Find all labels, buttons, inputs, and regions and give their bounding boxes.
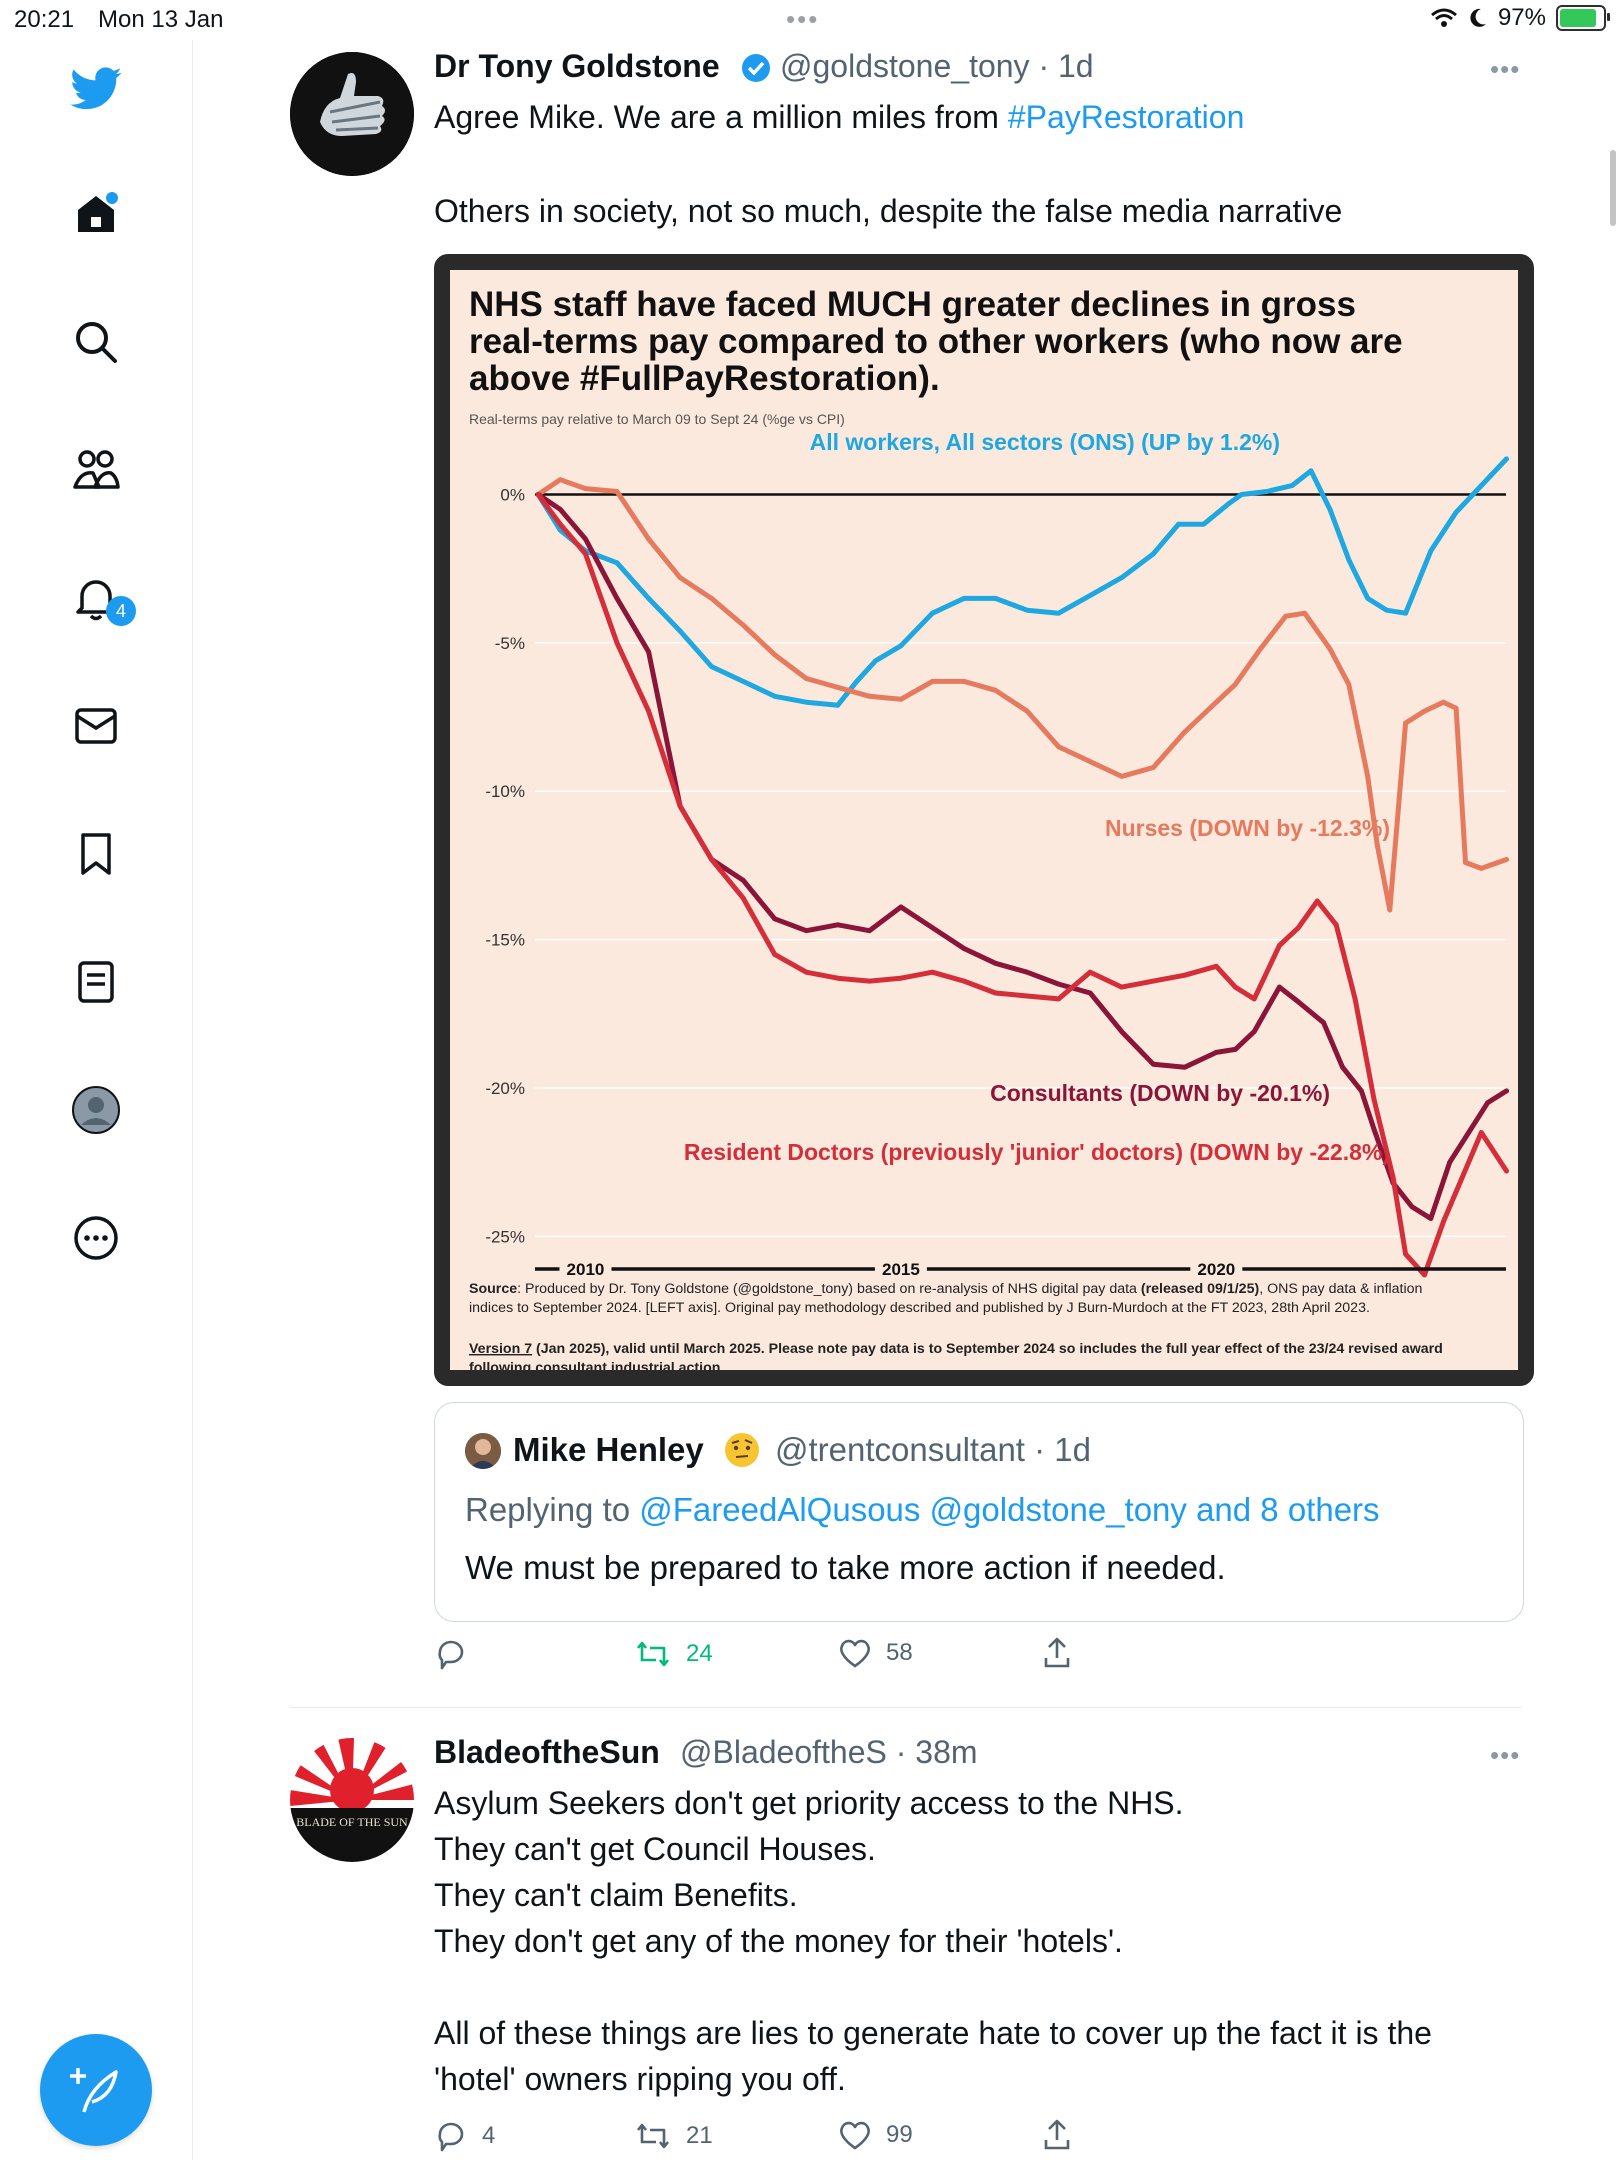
data-point [962, 979, 967, 984]
sidebar [0, 40, 193, 2160]
reply-button[interactable] [434, 1638, 482, 1670]
data-point [558, 507, 563, 512]
compose-tweet-button[interactable] [40, 2034, 152, 2146]
moon-icon [1468, 7, 1488, 29]
data-point [1422, 1273, 1427, 1278]
data-point [558, 477, 563, 482]
y-tick-label: -15% [485, 930, 525, 950]
author-handle[interactable]: @BladeoftheS · 38m [680, 1734, 978, 1770]
data-point [835, 922, 840, 927]
data-point [993, 961, 998, 966]
data-point [899, 697, 904, 702]
data-point [1327, 507, 1332, 512]
source-text-span: : Produced by Dr. Tony Goldstone (@goldstone_tony) based on re-analysis of NHS digital pay data [517, 1281, 1141, 1297]
data-point [1182, 729, 1187, 734]
data-point [867, 694, 872, 699]
retweet-count: 24 [686, 1640, 713, 1667]
data-point [1479, 483, 1484, 488]
data-point [1375, 842, 1380, 847]
data-point [1182, 973, 1187, 978]
data-point [709, 664, 714, 669]
data-point [1454, 510, 1459, 515]
data-point [646, 649, 651, 654]
data-point [1309, 468, 1314, 473]
data-point [1182, 1065, 1187, 1070]
quoted-author-name[interactable]: Mike Henley [513, 1431, 704, 1468]
lists-icon[interactable] [66, 952, 126, 1012]
data-point [1441, 700, 1446, 705]
retweet-button[interactable] [634, 2122, 713, 2150]
data-point [709, 596, 714, 601]
data-point [741, 896, 746, 901]
data-point [1372, 1127, 1377, 1132]
data-point [646, 709, 651, 714]
data-point [1479, 1130, 1484, 1135]
replying-to-link[interactable]: @FareedAlQusous @goldstone_tony and 8 others [639, 1491, 1380, 1528]
data-point [772, 916, 777, 921]
data-point [1025, 994, 1030, 999]
share-icon [1042, 1636, 1072, 1670]
avatar[interactable] [290, 1738, 414, 1862]
data-point [1290, 483, 1295, 488]
data-point [1252, 997, 1257, 1002]
retweet-count: 21 [686, 2122, 713, 2149]
data-point [854, 679, 859, 684]
version-text: (Jan 2025), valid until March 2025. Please note pay data is to September 2024 so includes the full year effect of the 23/24 revised award [532, 1341, 1443, 1357]
more-options-icon[interactable]: ••• [1490, 54, 1521, 84]
share-icon [1042, 2118, 1072, 2152]
retweet-icon [634, 1640, 672, 1668]
twitter-logo-icon[interactable] [66, 60, 126, 120]
avatar-text: BLADE OF THE SUN [296, 1815, 408, 1829]
series-label: Consultants (DOWN by -20.1%) [990, 1080, 1330, 1106]
data-point [1252, 1029, 1257, 1034]
status-right [1430, 4, 1606, 32]
data-point [741, 679, 746, 684]
raised-eyebrow-emoji-icon [725, 1433, 759, 1467]
data-point [1025, 709, 1030, 714]
data-point [1277, 943, 1282, 948]
quoted-avatar[interactable] [465, 1433, 501, 1469]
data-point [1359, 1089, 1364, 1094]
source-line-2: indices to September 2024. [LEFT axis]. Original pay methodology described and published by J Burn-Murdoch at the FT 2023, 28th April 2023. [469, 1300, 1370, 1316]
scrollbar[interactable] [1610, 150, 1616, 226]
data-point [1151, 979, 1156, 984]
data-point [804, 700, 809, 705]
data-point [741, 878, 746, 883]
series-line [538, 480, 1506, 910]
data-point [1056, 997, 1061, 1002]
data-point [930, 970, 935, 975]
data-point [615, 640, 620, 645]
data-point [804, 676, 809, 681]
data-point [772, 952, 777, 957]
series-line [538, 495, 1506, 1219]
source-text-span: , ONS pay data & inflation [1259, 1281, 1423, 1297]
home-icon[interactable] [66, 184, 126, 244]
data-point [1296, 1000, 1301, 1005]
avatar[interactable] [290, 52, 414, 176]
data-point [646, 596, 651, 601]
data-point [1504, 1169, 1509, 1174]
x-axis [535, 1259, 1506, 1279]
version-line-1 [469, 1341, 1443, 1357]
data-point [1056, 611, 1061, 616]
data-point [993, 596, 998, 601]
data-point [1340, 1065, 1345, 1070]
series-labels [684, 429, 1390, 1165]
more-icon[interactable] [66, 1208, 126, 1268]
chart [450, 270, 1518, 1370]
x-tick-label: 2010 [566, 1260, 605, 1280]
data-point [962, 679, 967, 684]
data-point [1201, 522, 1206, 527]
multitasking-dots-icon[interactable]: ••• [786, 4, 820, 34]
hashtag-link[interactable]: #PayRestoration [1007, 99, 1245, 135]
data-point [1460, 1175, 1465, 1180]
data-point [1025, 970, 1030, 975]
chart-title [469, 285, 1403, 398]
data-point [741, 623, 746, 628]
search-icon[interactable] [66, 312, 126, 372]
data-point [1233, 985, 1238, 990]
status-date: Mon 13 Jan [98, 6, 224, 33]
data-point [899, 976, 904, 981]
data-point [930, 925, 935, 930]
data-point [1428, 548, 1433, 553]
data-point [1365, 774, 1370, 779]
data-point [772, 694, 777, 699]
retweet-button[interactable] [634, 1640, 713, 1668]
retweet-icon [634, 2122, 672, 2150]
battery-icon [1556, 5, 1606, 31]
data-point [1233, 682, 1238, 687]
chart-title-line: NHS staff have faced MUCH greater declines in gross [469, 285, 1356, 324]
quoted-author-handle[interactable]: @trentconsultant · 1d [775, 1431, 1091, 1468]
data-point [1025, 608, 1030, 613]
data-point [678, 575, 683, 580]
status-time: 20:21 [14, 6, 75, 33]
messages-icon[interactable] [66, 696, 126, 756]
like-button[interactable] [838, 2120, 913, 2150]
data-point [1264, 489, 1269, 494]
data-point [962, 946, 967, 951]
more-options-icon[interactable]: ••• [1490, 1740, 1521, 1770]
data-point [1283, 614, 1288, 619]
y-axis-ticks [485, 486, 525, 1247]
chart-svg [450, 270, 1518, 1370]
reply-icon [434, 2120, 468, 2152]
version-label: Version 7 [469, 1341, 533, 1357]
profile-icon[interactable] [66, 1080, 126, 1140]
data-point [1214, 1050, 1219, 1055]
data-point [1466, 1130, 1471, 1135]
data-point [615, 596, 620, 601]
data-point [1372, 1097, 1377, 1102]
compose-tweet-icon [68, 2062, 124, 2118]
series-label: All workers, All sectors (ONS) (UP by 1.2%) [809, 429, 1280, 455]
author-name[interactable]: Dr Tony Goldstone [434, 48, 720, 84]
y-tick-label: -20% [485, 1078, 525, 1098]
data-point [1227, 501, 1232, 506]
replying-to-prefix: Replying to [465, 1491, 640, 1528]
data-point [583, 486, 588, 491]
data-point [1334, 922, 1339, 927]
replying-to [465, 1491, 1380, 1529]
data-point [1384, 608, 1389, 613]
data-point [1151, 551, 1156, 556]
data-point [1428, 1216, 1433, 1221]
data-point [835, 703, 840, 708]
data-point [835, 976, 840, 981]
data-point [678, 804, 683, 809]
data-point [867, 979, 872, 984]
data-point [1504, 457, 1509, 462]
series-label: Resident Doctors (previously 'junior' doctors) (DOWN by -22.8%) [683, 1139, 1390, 1165]
y-tick-label: -10% [485, 782, 525, 802]
data-point [1214, 964, 1219, 969]
data-point [1391, 1175, 1396, 1180]
data-point [1056, 744, 1061, 749]
data-point [930, 679, 935, 684]
data-point [1410, 1204, 1415, 1209]
data-point [1119, 1029, 1124, 1034]
like-count: 58 [886, 1639, 913, 1666]
wifi-icon [1430, 7, 1458, 29]
data-point [1403, 721, 1408, 726]
data-point [1321, 1020, 1326, 1025]
data-point [1088, 991, 1093, 996]
version-line-2: following consultant industrial action [469, 1360, 721, 1370]
data-point [993, 991, 998, 996]
communities-icon[interactable] [66, 440, 126, 500]
data-point [1214, 700, 1219, 705]
data-point [1403, 1252, 1408, 1257]
quoted-tweet-text: We must be prepared to take more action if needed. [465, 1549, 1226, 1586]
chart-subtitle: Real-terms pay relative to March 09 to Sept 24 (%ge vs CPI) [469, 411, 845, 427]
data-point [1479, 866, 1484, 871]
data-point [1239, 492, 1244, 497]
data-point [1463, 860, 1468, 865]
heart-icon [838, 2120, 872, 2150]
source-text-span: (released 09/1/25) [1140, 1281, 1260, 1297]
x-tick-label: 2020 [1197, 1260, 1236, 1280]
data-point [899, 905, 904, 910]
data-point [615, 560, 620, 565]
y-tick-label: 0% [500, 485, 525, 505]
share-button[interactable] [1042, 2118, 1072, 2152]
data-point [1258, 646, 1263, 651]
data-point [1346, 557, 1351, 562]
data-point [1441, 1219, 1446, 1224]
data-point [1454, 706, 1459, 711]
data-point [1151, 765, 1156, 770]
data-point [1056, 982, 1061, 987]
like-button[interactable] [838, 1638, 913, 1668]
data-point [930, 611, 935, 616]
data-point [867, 928, 872, 933]
quoted-tweet[interactable] [434, 1402, 1524, 1622]
data-point [1447, 1160, 1452, 1165]
data-point [709, 857, 714, 862]
data-point [993, 688, 998, 693]
data-point [1119, 575, 1124, 580]
share-button[interactable] [1042, 1636, 1072, 1670]
data-point [536, 492, 541, 497]
data-point [1422, 709, 1427, 714]
data-point [1296, 925, 1301, 930]
data-point [558, 522, 563, 527]
data-point [962, 596, 967, 601]
chart-title-line: real-terms pay compared to other workers (who now are [469, 322, 1403, 361]
tweet-image[interactable] [434, 254, 1534, 1386]
tweet-text-prefix: Agree Mike. We are a million miles from [434, 99, 1008, 135]
y-tick-label: -25% [485, 1227, 525, 1247]
data-point [1233, 1047, 1238, 1052]
reply-icon [434, 1638, 468, 1670]
data-point [1353, 997, 1358, 1002]
data-point [1151, 1062, 1156, 1067]
x-tick-label: 2015 [881, 1260, 920, 1280]
y-tick-label: -5% [494, 633, 525, 653]
data-point [1485, 1100, 1490, 1105]
author-name[interactable]: BladeoftheSun [434, 1734, 660, 1770]
data-point [1315, 899, 1320, 904]
data-point [899, 643, 904, 648]
series-label: Nurses (DOWN by -12.3%) [1104, 815, 1390, 841]
reply-button[interactable] [434, 2120, 495, 2152]
heart-icon [838, 1638, 872, 1668]
data-point [835, 685, 840, 690]
data-point [646, 537, 651, 542]
source-text-span: Source [469, 1281, 518, 1297]
data-point [1365, 596, 1370, 601]
data-point [583, 551, 588, 556]
like-count: 99 [886, 2121, 913, 2148]
verified-badge-icon [740, 52, 772, 84]
data-point [772, 652, 777, 657]
data-point [1346, 682, 1351, 687]
reply-count: 4 [482, 2122, 496, 2149]
status-bar [0, 0, 1620, 40]
data-point [1327, 646, 1332, 651]
chart-source-note [469, 1281, 1443, 1370]
data-point [1088, 593, 1093, 598]
data-point [678, 629, 683, 634]
battery-percent: 97% [1497, 4, 1546, 31]
data-point [804, 928, 809, 933]
data-point [1119, 774, 1124, 779]
tweet-text-line2: Others in society, not so much, despite the false media narrative [434, 193, 1343, 229]
data-point [583, 537, 588, 542]
tweet-text: Asylum Seekers don't get priority access to the NHS. They can't get Council Houses. They can't claim Benefits. They don't get any of the money for their 'hotels'. All of these things are lies to generate hate to cover up the fact it is the 'hotel' owners ripping you off. [434, 1785, 1432, 2097]
data-point [1119, 985, 1124, 990]
tweet-text [434, 94, 1244, 140]
data-point [1403, 611, 1408, 616]
data-point [804, 970, 809, 975]
source-line-1 [469, 1281, 1422, 1297]
author-handle[interactable]: @goldstone_tony · 1d [780, 48, 1094, 84]
data-point [615, 489, 620, 494]
data-point [1504, 1089, 1509, 1094]
data-point [1088, 759, 1093, 764]
data-point [1504, 857, 1509, 862]
data-point [873, 658, 878, 663]
data-point [1088, 970, 1093, 975]
notifications-badge: 4 [106, 596, 136, 626]
bookmarks-icon[interactable] [66, 824, 126, 884]
tweet-divider [290, 1707, 1522, 1708]
data-point [1387, 908, 1392, 913]
data-point [1176, 522, 1181, 527]
data-point [1302, 611, 1307, 616]
data-point [1277, 985, 1282, 990]
chart-title-line: above #FullPayRestoration). [469, 359, 940, 398]
